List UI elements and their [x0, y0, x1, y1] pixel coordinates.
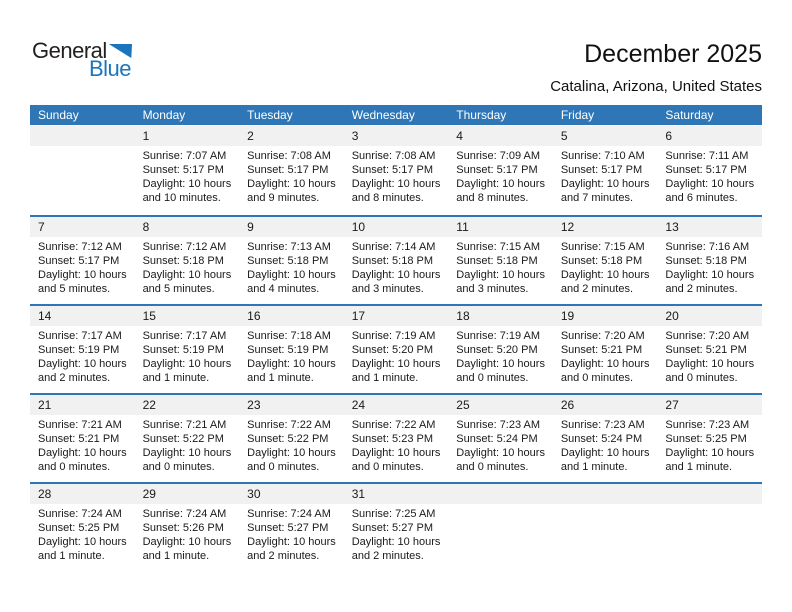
- sunrise-line: Sunrise: 7:24 AM: [38, 508, 122, 520]
- calendar: [30, 105, 762, 571]
- daylight-line: Daylight: 10 hours and 1 minute.: [560, 447, 650, 473]
- daylight-line: Daylight: 10 hours and 5 minutes.: [38, 269, 127, 295]
- sunrise-line: Sunrise: 7:13 AM: [247, 241, 331, 253]
- sunset-line: Sunset: 5:18 PM: [142, 255, 224, 267]
- sunset-line: Sunset: 5:25 PM: [665, 433, 747, 445]
- day-info: [553, 146, 658, 205]
- sunrise-line: Sunrise: 7:23 AM: [665, 419, 750, 431]
- sunset-line: Sunset: 5:18 PM: [665, 255, 747, 267]
- day-cell: [30, 484, 135, 571]
- day-number: 9: [239, 217, 344, 237]
- day-number: [448, 484, 553, 504]
- day-info: [344, 146, 449, 205]
- week-row: [30, 482, 762, 571]
- sunset-line: Sunset: 5:21 PM: [665, 344, 747, 356]
- day-cell: [239, 484, 344, 571]
- day-info: [448, 415, 553, 474]
- day-number: 11: [448, 217, 553, 237]
- day-cell: [135, 395, 240, 482]
- logo-text-blue: Blue: [88, 56, 131, 81]
- daylight-line: Daylight: 10 hours and 1 minute.: [665, 447, 755, 473]
- day-number: 12: [553, 217, 658, 237]
- day-info: [448, 326, 553, 385]
- week-row: [30, 304, 762, 393]
- sunset-line: Sunset: 5:19 PM: [142, 344, 224, 356]
- day-cell: [30, 306, 135, 393]
- sunset-line: Sunset: 5:18 PM: [351, 255, 434, 267]
- day-cell-empty: [448, 484, 553, 571]
- sunset-line: Sunset: 5:26 PM: [142, 522, 224, 534]
- daylight-line: Daylight: 10 hours and 4 minutes.: [247, 269, 336, 295]
- day-info: [30, 326, 135, 385]
- day-number: 21: [30, 395, 135, 415]
- daylight-line: Daylight: 10 hours and 3 minutes.: [456, 269, 545, 295]
- day-info: [239, 146, 344, 205]
- day-cell-empty: [657, 484, 762, 571]
- day-cell: [30, 395, 135, 482]
- daylight-line: Daylight: 10 hours and 1 minute.: [351, 358, 441, 384]
- sunrise-line: Sunrise: 7:07 AM: [142, 150, 227, 162]
- sunrise-line: Sunrise: 7:22 AM: [351, 419, 436, 431]
- day-number: 4: [448, 126, 553, 146]
- day-info: [344, 415, 449, 474]
- day-cell: [135, 126, 240, 215]
- sunrise-line: Sunrise: 7:11 AM: [665, 150, 749, 162]
- day-cell: [239, 395, 344, 482]
- day-cell: [657, 217, 762, 304]
- daylight-line: Daylight: 10 hours and 5 minutes.: [142, 269, 232, 295]
- sunrise-line: Sunrise: 7:14 AM: [351, 241, 436, 253]
- sunrise-line: Sunrise: 7:17 AM: [142, 330, 227, 342]
- sunset-line: Sunset: 5:19 PM: [247, 344, 329, 356]
- day-info: [344, 237, 449, 296]
- day-cell: [344, 217, 449, 304]
- day-cell-empty: [553, 484, 658, 571]
- day-number: 23: [239, 395, 344, 415]
- daylight-line: Daylight: 10 hours and 7 minutes.: [560, 178, 650, 204]
- sunrise-line: Sunrise: 7:21 AM: [142, 419, 227, 431]
- daylight-line: Daylight: 10 hours and 6 minutes.: [665, 178, 755, 204]
- sunset-line: Sunset: 5:25 PM: [38, 522, 120, 534]
- daylight-line: Daylight: 10 hours and 0 minutes.: [560, 358, 650, 384]
- day-cell: [239, 126, 344, 215]
- day-number: 18: [448, 306, 553, 326]
- day-info: [344, 326, 449, 385]
- day-cell: [448, 306, 553, 393]
- day-number: 25: [448, 395, 553, 415]
- week-row: [30, 393, 762, 482]
- day-cell: [657, 306, 762, 393]
- day-number: 5: [553, 126, 658, 146]
- weekday-header-row: [30, 105, 762, 125]
- day-info: [135, 415, 240, 474]
- sunrise-line: Sunrise: 7:23 AM: [560, 419, 645, 431]
- weekday-header-thursday: Thursday: [456, 108, 507, 122]
- day-number: 28: [30, 484, 135, 504]
- sunset-line: Sunset: 5:21 PM: [560, 344, 643, 356]
- sunset-line: Sunset: 5:20 PM: [351, 344, 434, 356]
- sunrise-line: Sunrise: 7:16 AM: [665, 241, 750, 253]
- day-info: [30, 237, 135, 296]
- calendar-weeks: [30, 126, 762, 571]
- day-cell: [344, 126, 449, 215]
- day-number: 2: [239, 126, 344, 146]
- day-number: 10: [344, 217, 449, 237]
- location-subtitle: Catalina, Arizona, United States: [550, 78, 762, 95]
- day-info: [135, 326, 240, 385]
- sunset-line: Sunset: 5:17 PM: [351, 164, 434, 176]
- sunset-line: Sunset: 5:20 PM: [456, 344, 538, 356]
- sunset-line: Sunset: 5:27 PM: [247, 522, 329, 534]
- day-cell: [239, 306, 344, 393]
- day-number: 8: [135, 217, 240, 237]
- weekday-header-monday: Monday: [142, 108, 186, 122]
- sunrise-line: Sunrise: 7:08 AM: [351, 150, 436, 162]
- day-cell: [30, 217, 135, 304]
- title-block: [550, 40, 762, 95]
- daylight-line: Daylight: 10 hours and 2 minutes.: [351, 536, 441, 562]
- day-cell: [553, 217, 658, 304]
- daylight-line: Daylight: 10 hours and 8 minutes.: [456, 178, 545, 204]
- sunrise-line: Sunrise: 7:18 AM: [247, 330, 331, 342]
- daylight-line: Daylight: 10 hours and 9 minutes.: [247, 178, 336, 204]
- day-cell: [344, 484, 449, 571]
- sunrise-line: Sunrise: 7:19 AM: [456, 330, 541, 342]
- weekday-header-wednesday: Wednesday: [351, 108, 415, 122]
- daylight-line: Daylight: 10 hours and 2 minutes.: [665, 269, 755, 295]
- day-number: 7: [30, 217, 135, 237]
- day-cell: [239, 217, 344, 304]
- sunrise-line: Sunrise: 7:12 AM: [38, 241, 122, 253]
- sunset-line: Sunset: 5:17 PM: [560, 164, 643, 176]
- day-info: [135, 504, 240, 563]
- day-number: 30: [239, 484, 344, 504]
- sunrise-line: Sunrise: 7:20 AM: [560, 330, 645, 342]
- sunset-line: Sunset: 5:24 PM: [456, 433, 538, 445]
- sunrise-line: Sunrise: 7:25 AM: [351, 508, 436, 520]
- day-cell: [553, 395, 658, 482]
- day-info: [239, 415, 344, 474]
- daylight-line: Daylight: 10 hours and 1 minute.: [142, 536, 232, 562]
- day-info: [553, 415, 658, 474]
- day-cell: [657, 395, 762, 482]
- day-number: 15: [135, 306, 240, 326]
- day-number: [30, 126, 135, 146]
- week-row: [30, 215, 762, 304]
- day-info: [448, 237, 553, 296]
- sunset-line: Sunset: 5:23 PM: [351, 433, 434, 445]
- daylight-line: Daylight: 10 hours and 0 minutes.: [247, 447, 336, 473]
- day-info: [553, 237, 658, 296]
- day-cell: [448, 395, 553, 482]
- daylight-line: Daylight: 10 hours and 0 minutes.: [351, 447, 441, 473]
- day-number: [553, 484, 658, 504]
- logo-text-general: General: [32, 38, 107, 63]
- day-number: 6: [657, 126, 762, 146]
- day-number: 19: [553, 306, 658, 326]
- sunset-line: Sunset: 5:18 PM: [560, 255, 643, 267]
- day-number: 13: [657, 217, 762, 237]
- sunrise-line: Sunrise: 7:17 AM: [38, 330, 122, 342]
- day-cell: [135, 217, 240, 304]
- week-row: [30, 126, 762, 215]
- day-number: 17: [344, 306, 449, 326]
- day-cell: [135, 306, 240, 393]
- sunset-line: Sunset: 5:22 PM: [247, 433, 329, 445]
- daylight-line: Daylight: 10 hours and 0 minutes.: [456, 447, 545, 473]
- sunset-line: Sunset: 5:17 PM: [665, 164, 747, 176]
- sunrise-line: Sunrise: 7:23 AM: [456, 419, 541, 431]
- day-cell: [344, 395, 449, 482]
- daylight-line: Daylight: 10 hours and 1 minute.: [247, 358, 336, 384]
- day-number: 3: [344, 126, 449, 146]
- day-info: [135, 237, 240, 296]
- sunrise-line: Sunrise: 7:22 AM: [247, 419, 331, 431]
- day-number: 20: [657, 306, 762, 326]
- day-number: 26: [553, 395, 658, 415]
- day-cell: [553, 126, 658, 215]
- sunrise-line: Sunrise: 7:08 AM: [247, 150, 331, 162]
- general-blue-logo: [32, 40, 132, 81]
- sunrise-line: Sunrise: 7:20 AM: [665, 330, 750, 342]
- day-cell: [657, 126, 762, 215]
- daylight-line: Daylight: 10 hours and 2 minutes.: [38, 358, 127, 384]
- sunrise-line: Sunrise: 7:10 AM: [560, 150, 645, 162]
- sunrise-line: Sunrise: 7:24 AM: [247, 508, 331, 520]
- day-info: [657, 146, 762, 205]
- daylight-line: Daylight: 10 hours and 0 minutes.: [142, 447, 232, 473]
- daylight-line: Daylight: 10 hours and 0 minutes.: [456, 358, 545, 384]
- sunset-line: Sunset: 5:17 PM: [38, 255, 120, 267]
- sunset-line: Sunset: 5:18 PM: [456, 255, 538, 267]
- daylight-line: Daylight: 10 hours and 0 minutes.: [38, 447, 127, 473]
- day-number: 22: [135, 395, 240, 415]
- day-info: [239, 504, 344, 563]
- day-number: 31: [344, 484, 449, 504]
- day-info: [30, 504, 135, 563]
- sunset-line: Sunset: 5:19 PM: [38, 344, 120, 356]
- day-info: [553, 326, 658, 385]
- day-number: 16: [239, 306, 344, 326]
- sunrise-line: Sunrise: 7:15 AM: [456, 241, 541, 253]
- day-info: [30, 415, 135, 474]
- sunset-line: Sunset: 5:17 PM: [456, 164, 538, 176]
- page-title: December 2025: [584, 40, 762, 68]
- day-number: 29: [135, 484, 240, 504]
- daylight-line: Daylight: 10 hours and 0 minutes.: [665, 358, 755, 384]
- sunset-line: Sunset: 5:21 PM: [38, 433, 120, 445]
- sunrise-line: Sunrise: 7:21 AM: [38, 419, 122, 431]
- day-cell: [553, 306, 658, 393]
- sunrise-line: Sunrise: 7:15 AM: [560, 241, 645, 253]
- sunrise-line: Sunrise: 7:12 AM: [142, 241, 227, 253]
- sunset-line: Sunset: 5:24 PM: [560, 433, 643, 445]
- daylight-line: Daylight: 10 hours and 8 minutes.: [351, 178, 441, 204]
- daylight-line: Daylight: 10 hours and 10 minutes.: [142, 178, 232, 204]
- day-cell: [448, 217, 553, 304]
- sunrise-line: Sunrise: 7:19 AM: [351, 330, 436, 342]
- weekday-header-friday: Friday: [560, 108, 595, 122]
- day-number: 24: [344, 395, 449, 415]
- day-number: 27: [657, 395, 762, 415]
- weekday-header-saturday: Saturday: [665, 108, 714, 122]
- day-info: [657, 326, 762, 385]
- sunset-line: Sunset: 5:17 PM: [247, 164, 329, 176]
- daylight-line: Daylight: 10 hours and 2 minutes.: [560, 269, 650, 295]
- day-info: [239, 326, 344, 385]
- sunrise-line: Sunrise: 7:09 AM: [456, 150, 541, 162]
- day-number: 1: [135, 126, 240, 146]
- sunset-line: Sunset: 5:18 PM: [247, 255, 329, 267]
- daylight-line: Daylight: 10 hours and 3 minutes.: [351, 269, 441, 295]
- daylight-line: Daylight: 10 hours and 1 minute.: [142, 358, 232, 384]
- day-info: [657, 415, 762, 474]
- day-info: [135, 146, 240, 205]
- weekday-header-tuesday: Tuesday: [247, 108, 293, 122]
- day-cell: [135, 484, 240, 571]
- weekday-header-sunday: Sunday: [38, 108, 79, 122]
- day-info: [657, 237, 762, 296]
- sunrise-line: Sunrise: 7:24 AM: [142, 508, 227, 520]
- day-info: [239, 237, 344, 296]
- day-number: 14: [30, 306, 135, 326]
- day-cell-empty: [30, 126, 135, 215]
- day-number: [657, 484, 762, 504]
- day-info: [448, 146, 553, 205]
- day-cell: [344, 306, 449, 393]
- day-info: [344, 504, 449, 563]
- sunset-line: Sunset: 5:22 PM: [142, 433, 224, 445]
- day-cell: [448, 126, 553, 215]
- sunset-line: Sunset: 5:27 PM: [351, 522, 434, 534]
- daylight-line: Daylight: 10 hours and 2 minutes.: [247, 536, 336, 562]
- sunset-line: Sunset: 5:17 PM: [142, 164, 224, 176]
- daylight-line: Daylight: 10 hours and 1 minute.: [38, 536, 127, 562]
